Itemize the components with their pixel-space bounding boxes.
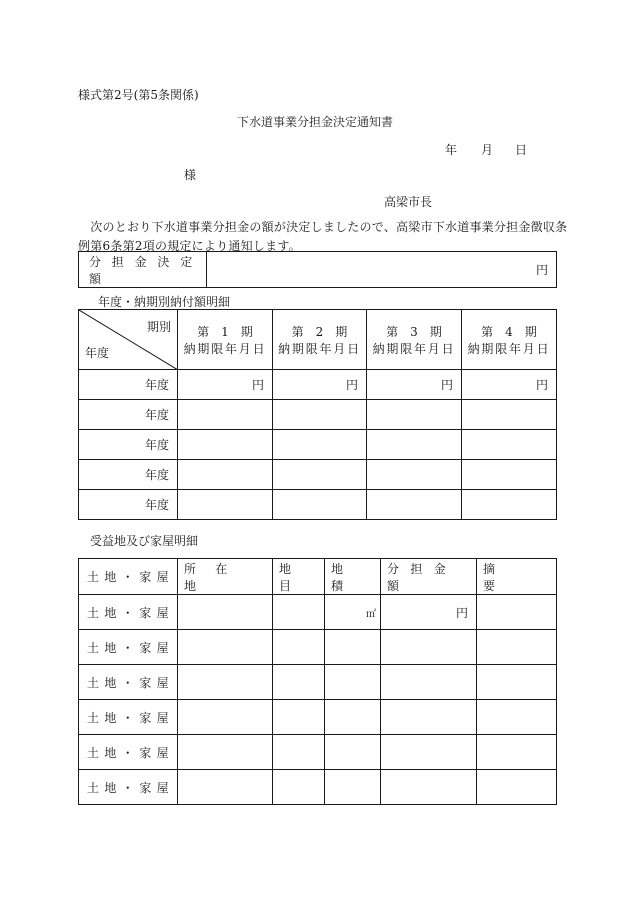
- remarks-cell: [477, 735, 557, 770]
- deadline-label: 納期限年月日: [467, 341, 551, 356]
- land-area-cell: [325, 735, 381, 770]
- payment-cell: 円: [462, 370, 557, 400]
- location-cell: [178, 735, 273, 770]
- addressee-suffix: 様: [184, 168, 197, 182]
- fiscal-year-label: 年度: [79, 400, 178, 430]
- table-header-row: [79, 559, 557, 595]
- row-type: 土地・家屋: [79, 630, 178, 665]
- body-text-line-2: 例第6条第2項の規定により通知します。: [78, 239, 301, 253]
- payment-schedule-table: [78, 309, 557, 520]
- amount-cell: [381, 700, 477, 735]
- row-type: 土地・家屋: [79, 595, 178, 630]
- date-month: 月: [481, 143, 494, 157]
- location-cell: [178, 700, 273, 735]
- remarks-cell: [477, 770, 557, 805]
- land-category-cell: [273, 770, 325, 805]
- period-header-1: [178, 310, 273, 370]
- amount-box: [78, 251, 557, 288]
- property-section-heading: 受益地及び家屋明細: [90, 534, 199, 548]
- row-type: 土地・家屋: [79, 700, 178, 735]
- land-category-cell: [273, 630, 325, 665]
- remarks-cell: [477, 700, 557, 735]
- amount-cell: 円: [381, 595, 477, 630]
- remarks-cell: [477, 595, 557, 630]
- payment-cell: 円: [273, 370, 367, 400]
- corner-cell: [79, 310, 178, 370]
- payment-cell: [367, 460, 462, 490]
- land-area-cell: ㎡: [325, 595, 381, 630]
- amount-cell: [381, 770, 477, 805]
- period-label: 第 3 期: [386, 324, 442, 339]
- table-row: [79, 490, 557, 520]
- header-remarks: 摘要: [477, 559, 557, 595]
- payment-cell: [367, 490, 462, 520]
- payment-cell: [462, 460, 557, 490]
- amount-label: 分担金決定額: [79, 252, 207, 288]
- amount-cell: [381, 630, 477, 665]
- payment-cell: [178, 490, 273, 520]
- fiscal-year-label: 年度: [79, 430, 178, 460]
- payment-section-heading: 年度・納期別納付額明細: [98, 295, 231, 309]
- property-table: [78, 558, 557, 805]
- table-row: [79, 370, 557, 400]
- payment-cell: [178, 460, 273, 490]
- period-header-4: [462, 310, 557, 370]
- table-row: [79, 700, 557, 735]
- table-row: [79, 460, 557, 490]
- row-type: 土地・家屋: [79, 665, 178, 700]
- land-category-cell: [273, 665, 325, 700]
- table-row: [79, 630, 557, 665]
- header-amount: 分担金額: [381, 559, 477, 595]
- period-label: 第 2 期: [291, 324, 348, 339]
- payment-cell: [367, 430, 462, 460]
- land-area-cell: [325, 700, 381, 735]
- location-cell: [178, 770, 273, 805]
- location-cell: [178, 630, 273, 665]
- land-area-cell: [325, 770, 381, 805]
- table-row: [79, 770, 557, 805]
- table-row: [79, 430, 557, 460]
- land-area-cell: [325, 630, 381, 665]
- payment-cell: [462, 400, 557, 430]
- date-year: 年: [445, 143, 458, 157]
- amount-cell: [381, 665, 477, 700]
- table-row: [79, 735, 557, 770]
- header-land-area: 地積: [325, 559, 381, 595]
- table-row: [79, 595, 557, 630]
- payment-cell: [178, 400, 273, 430]
- payment-cell: [273, 400, 367, 430]
- amount-value: 円: [207, 252, 557, 288]
- payment-cell: [178, 430, 273, 460]
- payment-cell: 円: [178, 370, 273, 400]
- table-row: [79, 665, 557, 700]
- payment-cell: [273, 430, 367, 460]
- fiscal-year-label: 年度: [79, 460, 178, 490]
- remarks-cell: [477, 630, 557, 665]
- period-header-3: [367, 310, 462, 370]
- header-location: 所在地: [178, 559, 273, 595]
- fiscal-year-label: 年度: [79, 490, 178, 520]
- deadline-label: 納期限年月日: [372, 341, 456, 356]
- fiscal-year-label: 年度: [79, 370, 178, 400]
- body-text-line-1: 次のとおり下水道事業分担金の額が決定しましたので、高梁市下水道事業分担金徴収条: [78, 220, 568, 234]
- location-cell: [178, 595, 273, 630]
- land-category-cell: [273, 595, 325, 630]
- issuer-name: 高梁市長: [384, 195, 433, 209]
- table-row: [79, 400, 557, 430]
- payment-cell: 円: [367, 370, 462, 400]
- land-category-cell: [273, 735, 325, 770]
- period-label: 第 1 期: [197, 324, 253, 339]
- corner-bottom-label: 年度: [85, 346, 110, 360]
- payment-cell: [462, 430, 557, 460]
- amount-cell: [381, 735, 477, 770]
- deadline-label: 納期限年月日: [183, 341, 267, 356]
- date-day: 日: [515, 143, 528, 157]
- payment-cell: [367, 400, 462, 430]
- land-area-cell: [325, 665, 381, 700]
- land-category-cell: [273, 700, 325, 735]
- period-label: 第 4 期: [481, 324, 537, 339]
- header-type: 土地・家屋: [79, 559, 178, 595]
- form-number: 様式第2号(第5条関係): [78, 88, 199, 102]
- payment-cell: [462, 490, 557, 520]
- row-type: 土地・家屋: [79, 735, 178, 770]
- corner-top-label: 期別: [146, 320, 171, 334]
- location-cell: [178, 665, 273, 700]
- payment-cell: [273, 460, 367, 490]
- document-title: 下水道事業分担金決定通知書: [237, 115, 394, 129]
- period-header-2: [273, 310, 367, 370]
- header-land-category: 地目: [273, 559, 325, 595]
- payment-cell: [273, 490, 367, 520]
- row-type: 土地・家屋: [79, 770, 178, 805]
- deadline-label: 納期限年月日: [278, 341, 361, 356]
- remarks-cell: [477, 665, 557, 700]
